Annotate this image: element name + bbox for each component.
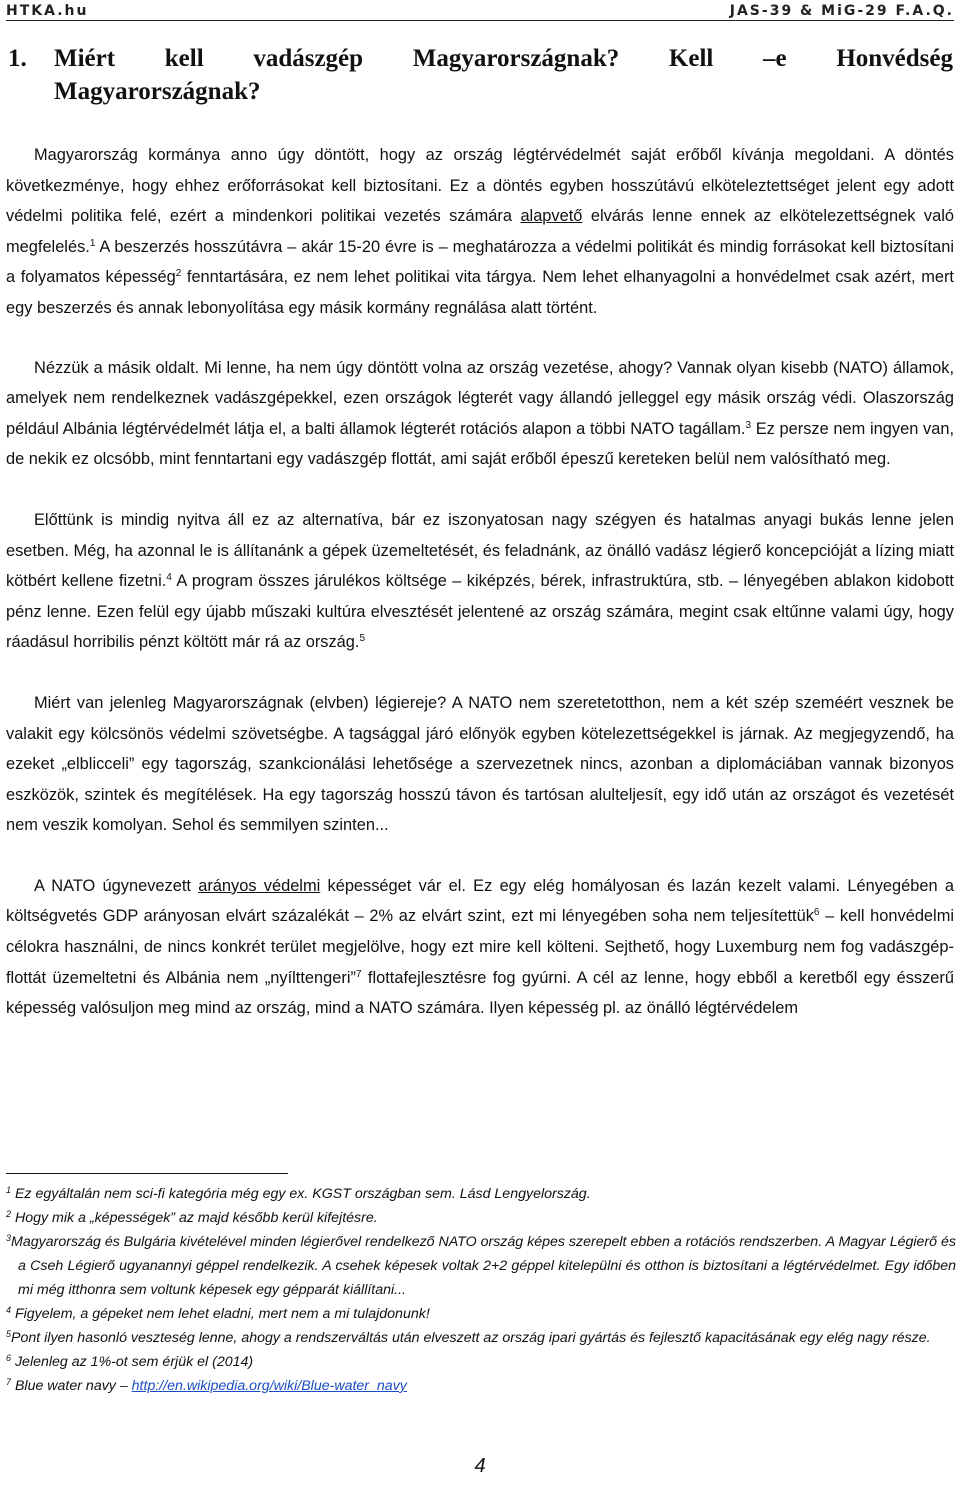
section-number: 1. (8, 45, 27, 72)
footnote-ref[interactable]: 6 (813, 907, 820, 919)
footnote-ref[interactable]: 7 (355, 968, 362, 980)
footnote: $^7$ Blue water navy – http://en.wikipedia.org/wiki/Blue-water_navy (6, 1377, 407, 1394)
title-line-2: Magyarországnak? (54, 78, 261, 105)
header-topic: JAS-39 & MiG-29 F.A.Q. (729, 3, 954, 19)
footnote: $^5$Pont ilyen hasonló veszteség lenne, ahogy a rendszerváltás után elveszett az ország ipari gyártás és fejlesztő kapacitásának egy elég nagy része. (6, 1329, 931, 1346)
body-text (6, 140, 954, 1054)
underlined-term: alapvető (520, 207, 583, 226)
footnotes (6, 1182, 956, 1398)
page-number: 4 (474, 1455, 486, 1477)
paragraph: A NATO úgynevezett arányos védelmi képességet vár el. Ez egy elég homályosan és lazán kezelt valami. Lényegében a költségvetés GDP arányosan elvárt százalékát – 2% az elvárt szint, ezt mi lényegében soha nem teljesítettük$^6$ – kell honvédelmi célokra használni, de nincs konkrét terület megjelölve, hogy ezt mire kell költeni. Sejthető, hogy Luxemburg nem fog vadászgép-flottát üzemeltetni és Albánia nem „nyílttengeri”$^7$ flottafejlesztésre fog gyúrni. A cél az lenne, hogy ebből a keretből egy ésszerű képesség valósuljon meg mind az ország, mind a NATO számára. Ilyen képesség pl. az önálló légtérvédelem (6, 876, 954, 1018)
paragraph: Előttünk is mindig nyitva áll ez az alternatíva, bár ez iszonyatosan nagy szégyen és hatalmas anyagi bukás lenne jelen esetben. Még, ha azonnal le is állítanánk a gépek üzemeltetését, és feladnánk, az önálló vadász légierő koncepcióját a lízing miatt kötbért kellene fizetni.$^4$ A program összes járulékos költsége – kiképzés, bérek, infrastruktúra, stb. – lényegében ablakon kidobott pénz lenne. Ezen felül egy újabb műszaki kultúra elvesztését jelentené az ország számára, megint csak eltűnne valami úgy, hogy ráadásul horribilis pénzt költött már rá az ország.$^5$ (6, 510, 954, 652)
wikipedia-link[interactable]: http://en.wikipedia.org/wiki/Blue-water_navy (131, 1378, 407, 1394)
header-site: HTKA.hu (6, 3, 89, 19)
footnote-ref[interactable]: 1 (89, 237, 96, 249)
footnote-ref[interactable]: 5 (359, 633, 366, 645)
running-header (6, 2, 954, 21)
title-line-1: Miért kell vadászgép Magyarországnak? Kell –e Honvédség (54, 45, 953, 72)
underlined-term: arányos védelmi (198, 876, 321, 895)
paragraph: Nézzük a másik oldalt. Mi lenne, ha nem úgy döntött volna az ország vezetése, ahogy? Vannak olyan kisebb (NATO) államok, amelyek nem rendelkeznek vadászgépekkel, ezen országok légterét vagy állandó jelleggel egy másik ország védi. Olaszország például Albánia légtérvédelmét látja el, a balti államok légterét rotációs alapon a többi NATO tagállam.$^3$ Ez persze nem ingyen van, de nekik ez olcsóbb, mint fenntartani egy vadászgép flottát, ami saját erőből épeszű kereteken belül nem valósítható meg. (6, 358, 955, 469)
paragraph: Magyarország kormánya anno úgy döntött, hogy az ország légtérvédelmét saját erőből kívánja megoldani. A döntés következménye, hogy ehhez erőforrásokat kell biztosítani. Ez a döntés egyben hosszútávú elköteleztettséget jelent egy adott védelmi politika felé, ezért a mindenkori politikai vezetés számára alapvető elvárás lenne ennek az elkötelezettségnek való megfelelés.$^1$ A beszerzés hosszútávra – akár 15-20 évre is – meghatározza a védelmi politikát és mindig forrásokat kell biztosítani a folyamatos képesség$^2$ fenntartására, ez nem lehet politikai vita tárgya. Nem lehet elhanyagolni a honvédelmet csak azért, mert egy beszerzés és annak lebonyolítása egy másik kormány regnálása alatt történt. (6, 146, 954, 317)
footnote-ref[interactable]: 3 (745, 419, 752, 431)
footnote: $^6$ Jelenleg az 1%-ot sem érjük el (2014) (6, 1353, 254, 1370)
footnote: $^3$Magyarország és Bulgária kivételével minden légierővel rendelkező NATO ország képes szerepelt ebben a rotációs rendszerben. A Magyar Légierő és a Cseh Légierő ugyanannyi géppel rendelkezik. A csehek képesek voltak 2+2 géppel kitelepülni és otthon is biztosítani a légtérvédelmet. Egy időben mi még itthonra sem voltunk képesek egy gépparát kiállítani... (6, 1233, 956, 1298)
footnote-separator (6, 1173, 288, 1174)
paragraph: Miért van jelenleg Magyarországnak (elvben) légiereje? A NATO nem szeretetotthon, nem a két szép szeméért vesznek be valakit egy kölcsönös védelmi szövetségbe. A tagsággal járó előnyök egyben kötelezettségekkel is járnak. Az megjegyzendő, ha ezeket „elblicceli” egy tagország, szankcionálási lehetősége a szervezetnek nincs, azonban a diplomáciában vannak bizonyos eszközök, szintek és megítélések. Ha egy tagország hosszú távon és tartósan alulteljesít, egy idő után az országot és vezetését nem veszik komolyan. Sehol és semmilyen szinten... (6, 693, 954, 835)
footnote: $^1$ Ez egyáltalán nem sci-fi kategória még egy ex. KGST országban sem. Lásd Lengyelország. (6, 1185, 591, 1202)
footnote: $^2$ Hogy mik a „képességek” az majd később kerül kifejtésre. (6, 1209, 378, 1226)
footnote-ref[interactable]: 2 (175, 268, 182, 280)
page-title (8, 42, 953, 108)
footnote-ref[interactable]: 4 (166, 572, 172, 584)
footnote: $^4$ Figyelem, a gépeket nem lehet eladni, mert nem a mi tulajdonunk! (6, 1305, 430, 1322)
